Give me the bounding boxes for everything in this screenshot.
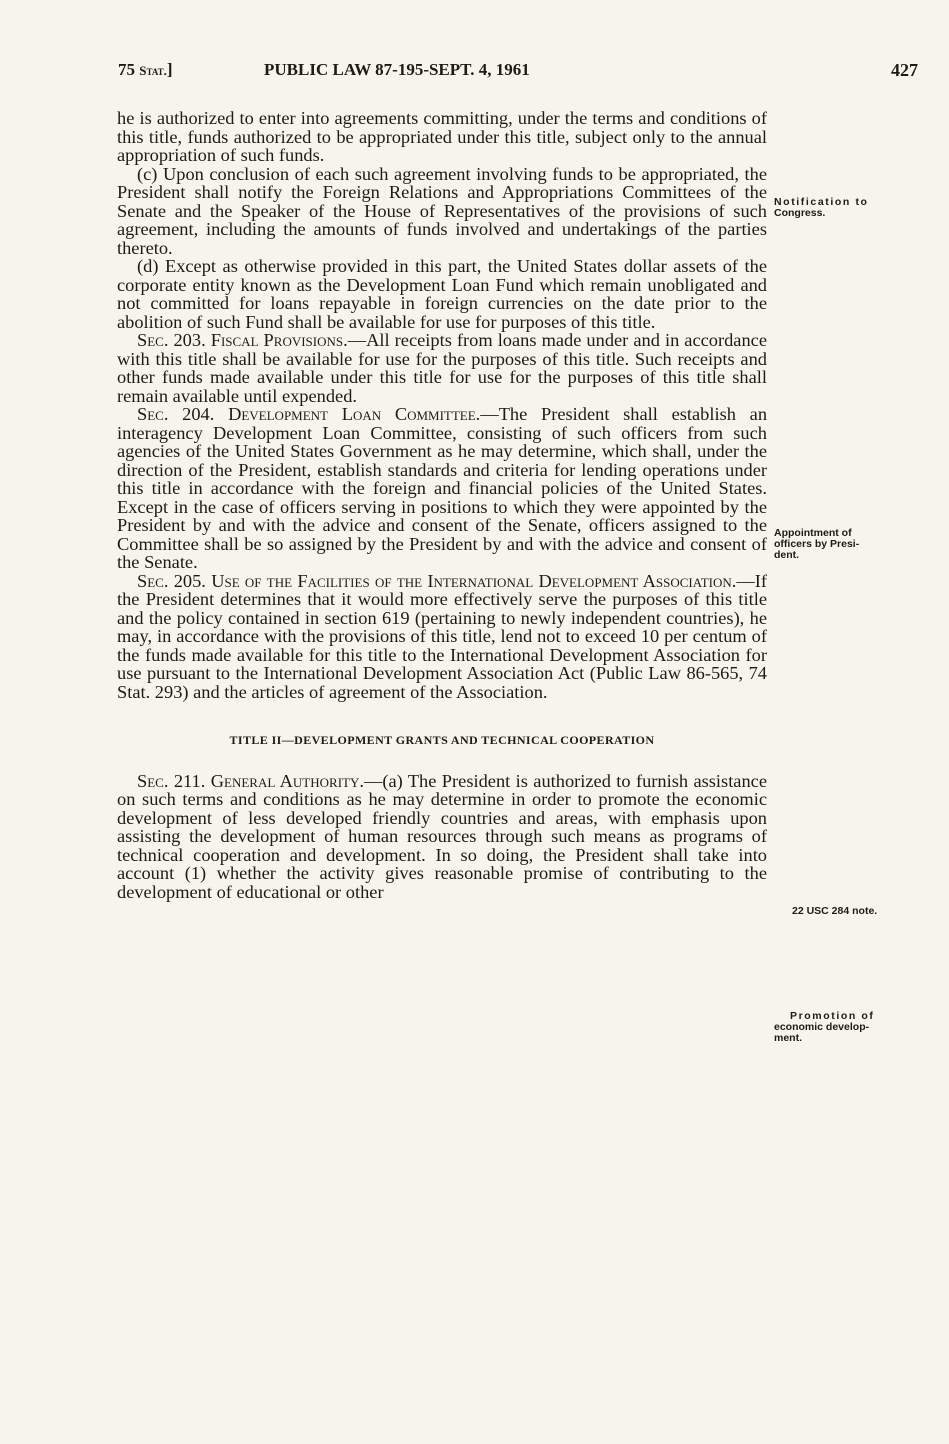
- section-number: Sec. 204.: [137, 404, 215, 424]
- running-header: [118, 60, 918, 84]
- section-text: —If the President determines that it would more effectively serve the purposes of this title and the policy contained in section 619 (pertaining to newly independent countries), he may, in accordance with the provisions of this title, lend not to exceed 10 per centum of the funds made available for this title to the International Development Association for use pursuant to the International Development Association Act (Public Law 86-565, 74 Stat. 293) and the articles of agreement of the Association.: [117, 570, 767, 702]
- margin-note-appointment: Appointment of officers by Presi- dent.: [774, 527, 860, 561]
- statute-body: [117, 109, 767, 901]
- header-title: PUBLIC LAW 87-195-SEPT. 4, 1961: [264, 60, 530, 79]
- section-203: [117, 331, 767, 405]
- margin-note-promotion: Promotion of economic develop- ment.: [774, 1010, 875, 1044]
- section-heading: Use of the Facilities of the International Development Association.: [211, 570, 737, 591]
- margin-note-notification: Notification to Congress.: [774, 196, 869, 219]
- title-heading: TITLE II—DEVELOPMENT GRANTS AND TECHNICAL COOPERATION: [229, 733, 655, 747]
- section-205: [117, 572, 767, 702]
- paragraph-subsection-d: (d) Except as otherwise provided in this part, the United States dollar assets of the corporate entity known as the Development Loan Fund which remain unobligated and not committed for loans repayable in foreign currencies on the date prior to the abolition of such Fund shall be available for use for purposes of this title.: [117, 256, 767, 332]
- section-text: —(a) The President is authorized to furnish assistance on such terms and conditions as he may determine in order to promote the economic development of less developed friendly countries and areas, with emphasis upon assisting the development of human resources through such means as programs of technical cooperation and development. In so doing, the President shall take into account (1) whether the activity gives reasonable promise of contributing to the development of educational or other: [117, 770, 767, 902]
- page-number: 427: [891, 60, 918, 80]
- volume-citation: 75 Stat.]: [118, 60, 173, 79]
- paragraph-continuation: he is authorized to enter into agreements committing, under the terms and conditions of this title, funds authorized to be appropriated under this title, subject only to the annual appropriation of such funds.: [117, 108, 767, 165]
- margin-note-usc: 22 USC 284 note.: [792, 905, 878, 917]
- section-204: [117, 405, 767, 572]
- section-text: —All receipts from loans made under and in accordance with this title shall be available for use for the purposes of this title. Such receipts and other funds made available under this title for use for the purposes of this title shall remain available until expended.: [117, 330, 767, 406]
- section-number: Sec. 211.: [137, 770, 206, 791]
- section-number: Sec. 205.: [137, 570, 206, 591]
- section-text: —The President shall establish an interagency Development Loan Committee, consisting of such officers from such agencies of the United States Government as he may determine, which shall, under the direction of the President, establish standards and criteria for lending operations under this title in accordance with the foreign and financial policies of the United States. Except in the case of officers serving in positions to which they were appointed by the President by and with the advice and consent of the Senate, officers assigned to the Committee shall be so assigned by the President by and with the advice and consent of the Senate.: [117, 404, 768, 572]
- section-heading: Development Loan Committee.: [228, 404, 481, 424]
- section-heading: Fiscal Provisions.: [210, 330, 348, 350]
- section-211: [117, 772, 767, 902]
- paragraph-subsection-c: (c) Upon conclusion of each such agreement involving funds to be appropriated, the President shall notify the Foreign Relations and Appropriations Committees of the Senate and the Speaker of the House of Representatives of the provisions of such agreement, including the amounts of funds involved and undertakings of the parties thereto.: [117, 163, 767, 258]
- section-heading: General Authority.: [210, 770, 364, 791]
- section-number: Sec. 203.: [137, 330, 206, 350]
